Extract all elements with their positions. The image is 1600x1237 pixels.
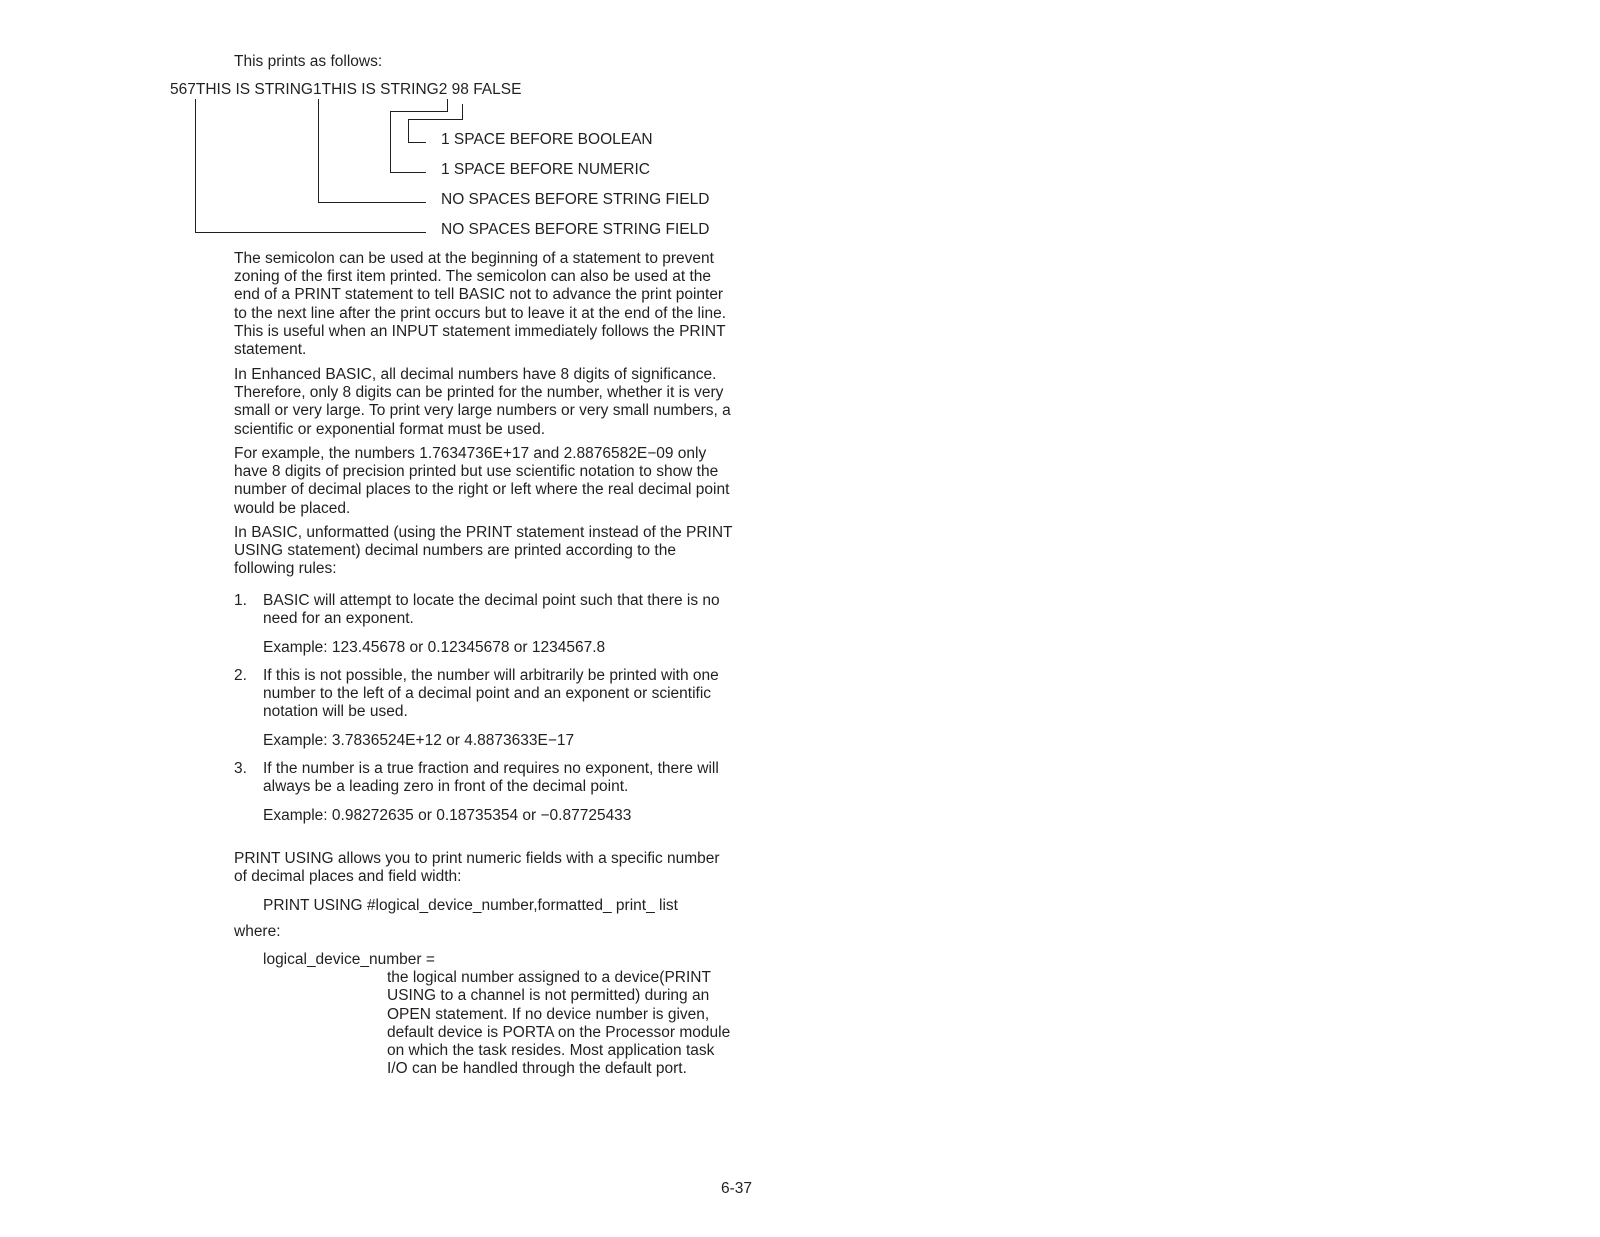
- example-line: Example: 123.45678 or 0.12345678 or 1234567.8: [263, 639, 606, 656]
- paragraph: In Enhanced BASIC, all decimal numbers have 8 digits of significance. Therefore, only 8 digits can be printed for the number, whether it is very small or very large. To print very large numbers or very small numbers, a scientific or exponential format must be used.: [234, 366, 731, 438]
- definition-term: logical_device_number =: [263, 951, 435, 968]
- list-item-text: If this is not possible, the number will arbitrarily be printed with one number to the left of a decimal point and an exponent or scientific notation will be used.: [263, 667, 719, 721]
- leader-line: [447, 99, 448, 111]
- list-number: 2.: [234, 667, 247, 684]
- print-output-line: 567THIS IS STRING1THIS IS STRING2 98 FALSE: [170, 81, 522, 98]
- paragraph: The semicolon can be used at the beginning of a statement to prevent zoning of the first item printed. The semicolon can also be used at the end of a PRINT statement to tell BASIC not to advance the print pointer to the next line after the print occurs but to leave it at the end of the line. This is useful when an INPUT statement immediately follows the PRINT statement.: [234, 250, 726, 359]
- leader-line: [462, 104, 463, 119]
- definition-text: the logical number assigned to a device(PRINT USING to a channel is not permitted) during an OPEN statement. If no device number is given, default device is PORTA on the Processor module on which the task resides. Most application task I/O can be handled through the default port.: [387, 969, 731, 1078]
- leader-line: [318, 202, 426, 203]
- example-line: Example: 0.98272635 or 0.18735354 or −0.87725433: [263, 807, 632, 824]
- list-number: 3.: [234, 760, 247, 777]
- leader-line: [390, 111, 448, 112]
- callout-label: 1 SPACE BEFORE BOOLEAN: [441, 131, 653, 148]
- syntax-line: PRINT USING #logical_device_number,formatted_ print_ list: [263, 897, 678, 914]
- example-line: Example: 3.7836524E+12 or 4.8873633E−17: [263, 732, 575, 749]
- leader-line: [408, 142, 426, 143]
- list-item-text: BASIC will attempt to locate the decimal point such that there is no need for an exponent.: [263, 592, 720, 628]
- leader-line: [195, 99, 196, 232]
- leader-line: [318, 99, 319, 202]
- callout-label: NO SPACES BEFORE STRING FIELD: [441, 191, 710, 208]
- leader-line: [390, 172, 426, 173]
- leader-line: [390, 111, 391, 172]
- callout-label: NO SPACES BEFORE STRING FIELD: [441, 221, 710, 238]
- list-item-text: If the number is a true fraction and requires no exponent, there will always be a leading zero in front of the decimal point.: [263, 760, 719, 796]
- callout-label: 1 SPACE BEFORE NUMERIC: [441, 161, 651, 178]
- intro-text: This prints as follows:: [234, 53, 383, 70]
- page-number: 6-37: [721, 1180, 753, 1197]
- leader-line: [195, 232, 426, 233]
- paragraph: PRINT USING allows you to print numeric fields with a specific number of decimal places and field width:: [234, 850, 720, 886]
- list-number: 1.: [234, 592, 247, 609]
- leader-line: [408, 119, 409, 143]
- leader-line: [408, 119, 463, 120]
- paragraph: For example, the numbers 1.7634736E+17 and 2.8876582E−09 only have 8 digits of precision printed but use scientific notation to show the number of decimal places to the right or left where the real decimal point would be placed.: [234, 445, 730, 517]
- paragraph: In BASIC, unformatted (using the PRINT statement instead of the PRINT USING statement) decimal numbers are printed according to the following rules:: [234, 524, 733, 578]
- where-label: where:: [234, 923, 281, 940]
